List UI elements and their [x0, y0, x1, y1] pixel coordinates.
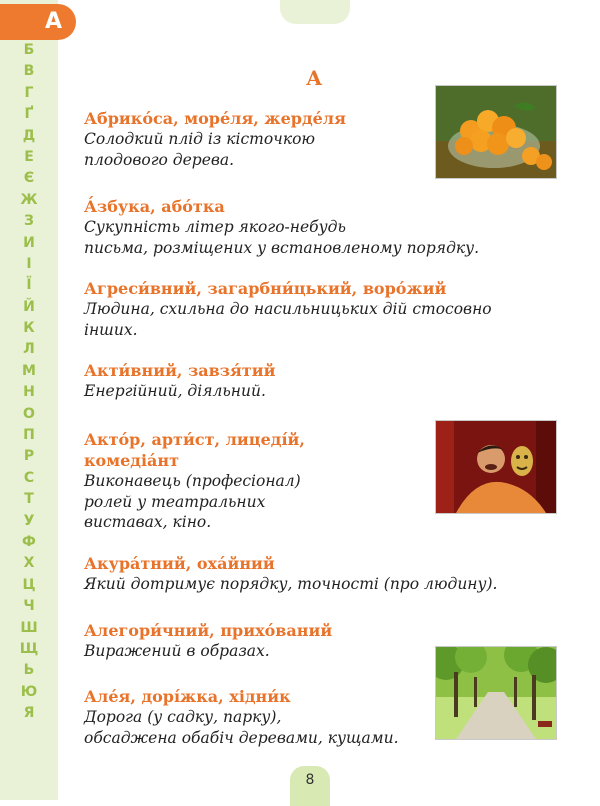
alphabet-letter-link[interactable]: Щ — [19, 640, 39, 657]
alphabet-letter-link[interactable]: Х — [23, 555, 35, 572]
headword: Агреси́вний, загарбни́цький, воро́жий — [84, 279, 447, 298]
alphabet-letter-link[interactable]: Б — [23, 42, 35, 58]
alphabet-letter-link[interactable]: П — [23, 427, 35, 444]
dictionary-entry — [84, 196, 479, 258]
definition-line: Виражений в образах. — [84, 642, 270, 660]
alphabet-letter-link[interactable]: Ю — [20, 683, 38, 700]
definition-line: Сукупність літер якого-небудь — [84, 218, 346, 236]
definition-line: ролей у театральних — [84, 492, 266, 511]
alphabet-letter-link[interactable]: У — [23, 512, 35, 529]
headword: Акто́р, арти́ст, лицеді́й, — [84, 430, 305, 449]
alphabet-letter-link[interactable]: В — [23, 63, 35, 80]
definition-line: Який дотримує порядку, точності (про людину). — [84, 575, 498, 593]
headword-continued: комедіа́нт — [84, 451, 180, 470]
dictionary-entry — [84, 278, 492, 340]
alphabet-letter-link[interactable]: Ш — [20, 619, 38, 636]
definition-line: виставах, кіно. — [84, 513, 212, 531]
dictionary-entry — [84, 620, 332, 662]
alphabet-letter-link[interactable]: Д — [22, 127, 36, 144]
alphabet-letter-link[interactable]: Е — [24, 148, 34, 165]
definition-line: Солодкий плід із кісточкою — [84, 130, 316, 148]
headword: Акти́вний, завзя́тий — [84, 361, 276, 380]
headword: Алегори́чний, прихо́ваний — [84, 621, 333, 640]
active-letter-tab[interactable]: А — [0, 4, 76, 40]
definition-line: Людина, схильна до насильницьких дій стосовно — [84, 300, 492, 318]
headword: А́збука, або́тка — [84, 197, 225, 216]
alphabet-letter-link[interactable]: М — [22, 362, 36, 379]
alphabet-letter-link[interactable]: О — [23, 405, 35, 422]
definition-line: плодового дерева. — [84, 150, 235, 169]
alphabet-letter-link[interactable]: Ж — [20, 191, 38, 208]
alphabet-letter-link[interactable]: Ґ — [24, 106, 34, 123]
alphabet-letter-link[interactable]: И — [23, 234, 35, 251]
apricots-photo — [435, 85, 557, 179]
alphabet-letter-link[interactable]: С — [23, 469, 35, 486]
alphabet-letter-link[interactable]: Ь — [23, 662, 35, 679]
page-number: 8 — [305, 772, 315, 788]
alphabet-letter-link[interactable]: Л — [23, 341, 35, 358]
dictionary-entry — [84, 686, 399, 748]
alphabet-letter-link[interactable]: З — [24, 213, 34, 230]
alphabet-letter-link[interactable]: Ї — [26, 277, 32, 294]
actor-with-mask-photo — [435, 420, 557, 514]
alphabet-letter-link[interactable]: Ф — [22, 533, 36, 550]
alphabet-index — [0, 40, 58, 725]
alphabet-letter-link[interactable]: Т — [24, 491, 34, 508]
headword: Абрико́са, море́ля, жерде́ля — [84, 109, 346, 128]
alphabet-letter-link[interactable]: Ц — [22, 576, 36, 593]
definition-line: Виконавець (професіонал) — [84, 472, 301, 490]
alphabet-letter-link[interactable]: Є — [23, 170, 35, 187]
alphabet-letter-link[interactable]: Г — [24, 84, 34, 101]
definition-line: інших. — [84, 320, 138, 339]
dictionary-entry — [84, 553, 497, 595]
dictionary-entry — [84, 429, 305, 533]
alphabet-letter-link[interactable]: Ч — [23, 598, 35, 615]
alphabet-letter-link[interactable]: К — [23, 320, 35, 337]
definition-line: обсаджена обабіч деревами, кущами. — [84, 728, 399, 747]
dictionary-entry — [84, 360, 275, 402]
headword: Але́я, дорі́жка, хідни́к — [84, 687, 291, 706]
definition-line: Енергійний, діяльний. — [84, 382, 266, 400]
alphabet-letter-link[interactable]: Н — [23, 384, 35, 401]
headword: Акура́тний, оха́йний — [84, 554, 275, 573]
alphabet-letter-link[interactable]: Й — [23, 298, 35, 315]
section-heading: А — [306, 66, 323, 90]
alley-in-park-photo — [435, 646, 557, 740]
dictionary-entry — [84, 108, 346, 170]
definition-line: Дорога (у садку, парку), — [84, 708, 282, 726]
alphabet-letter-link[interactable]: Р — [23, 448, 35, 465]
alphabet-letter-link[interactable]: І — [26, 255, 32, 272]
definition-line: письма, розміщених у встановленому порядку. — [84, 238, 480, 257]
alphabet-letter-link[interactable]: Я — [23, 705, 35, 722]
top-decor-tab — [280, 0, 350, 24]
